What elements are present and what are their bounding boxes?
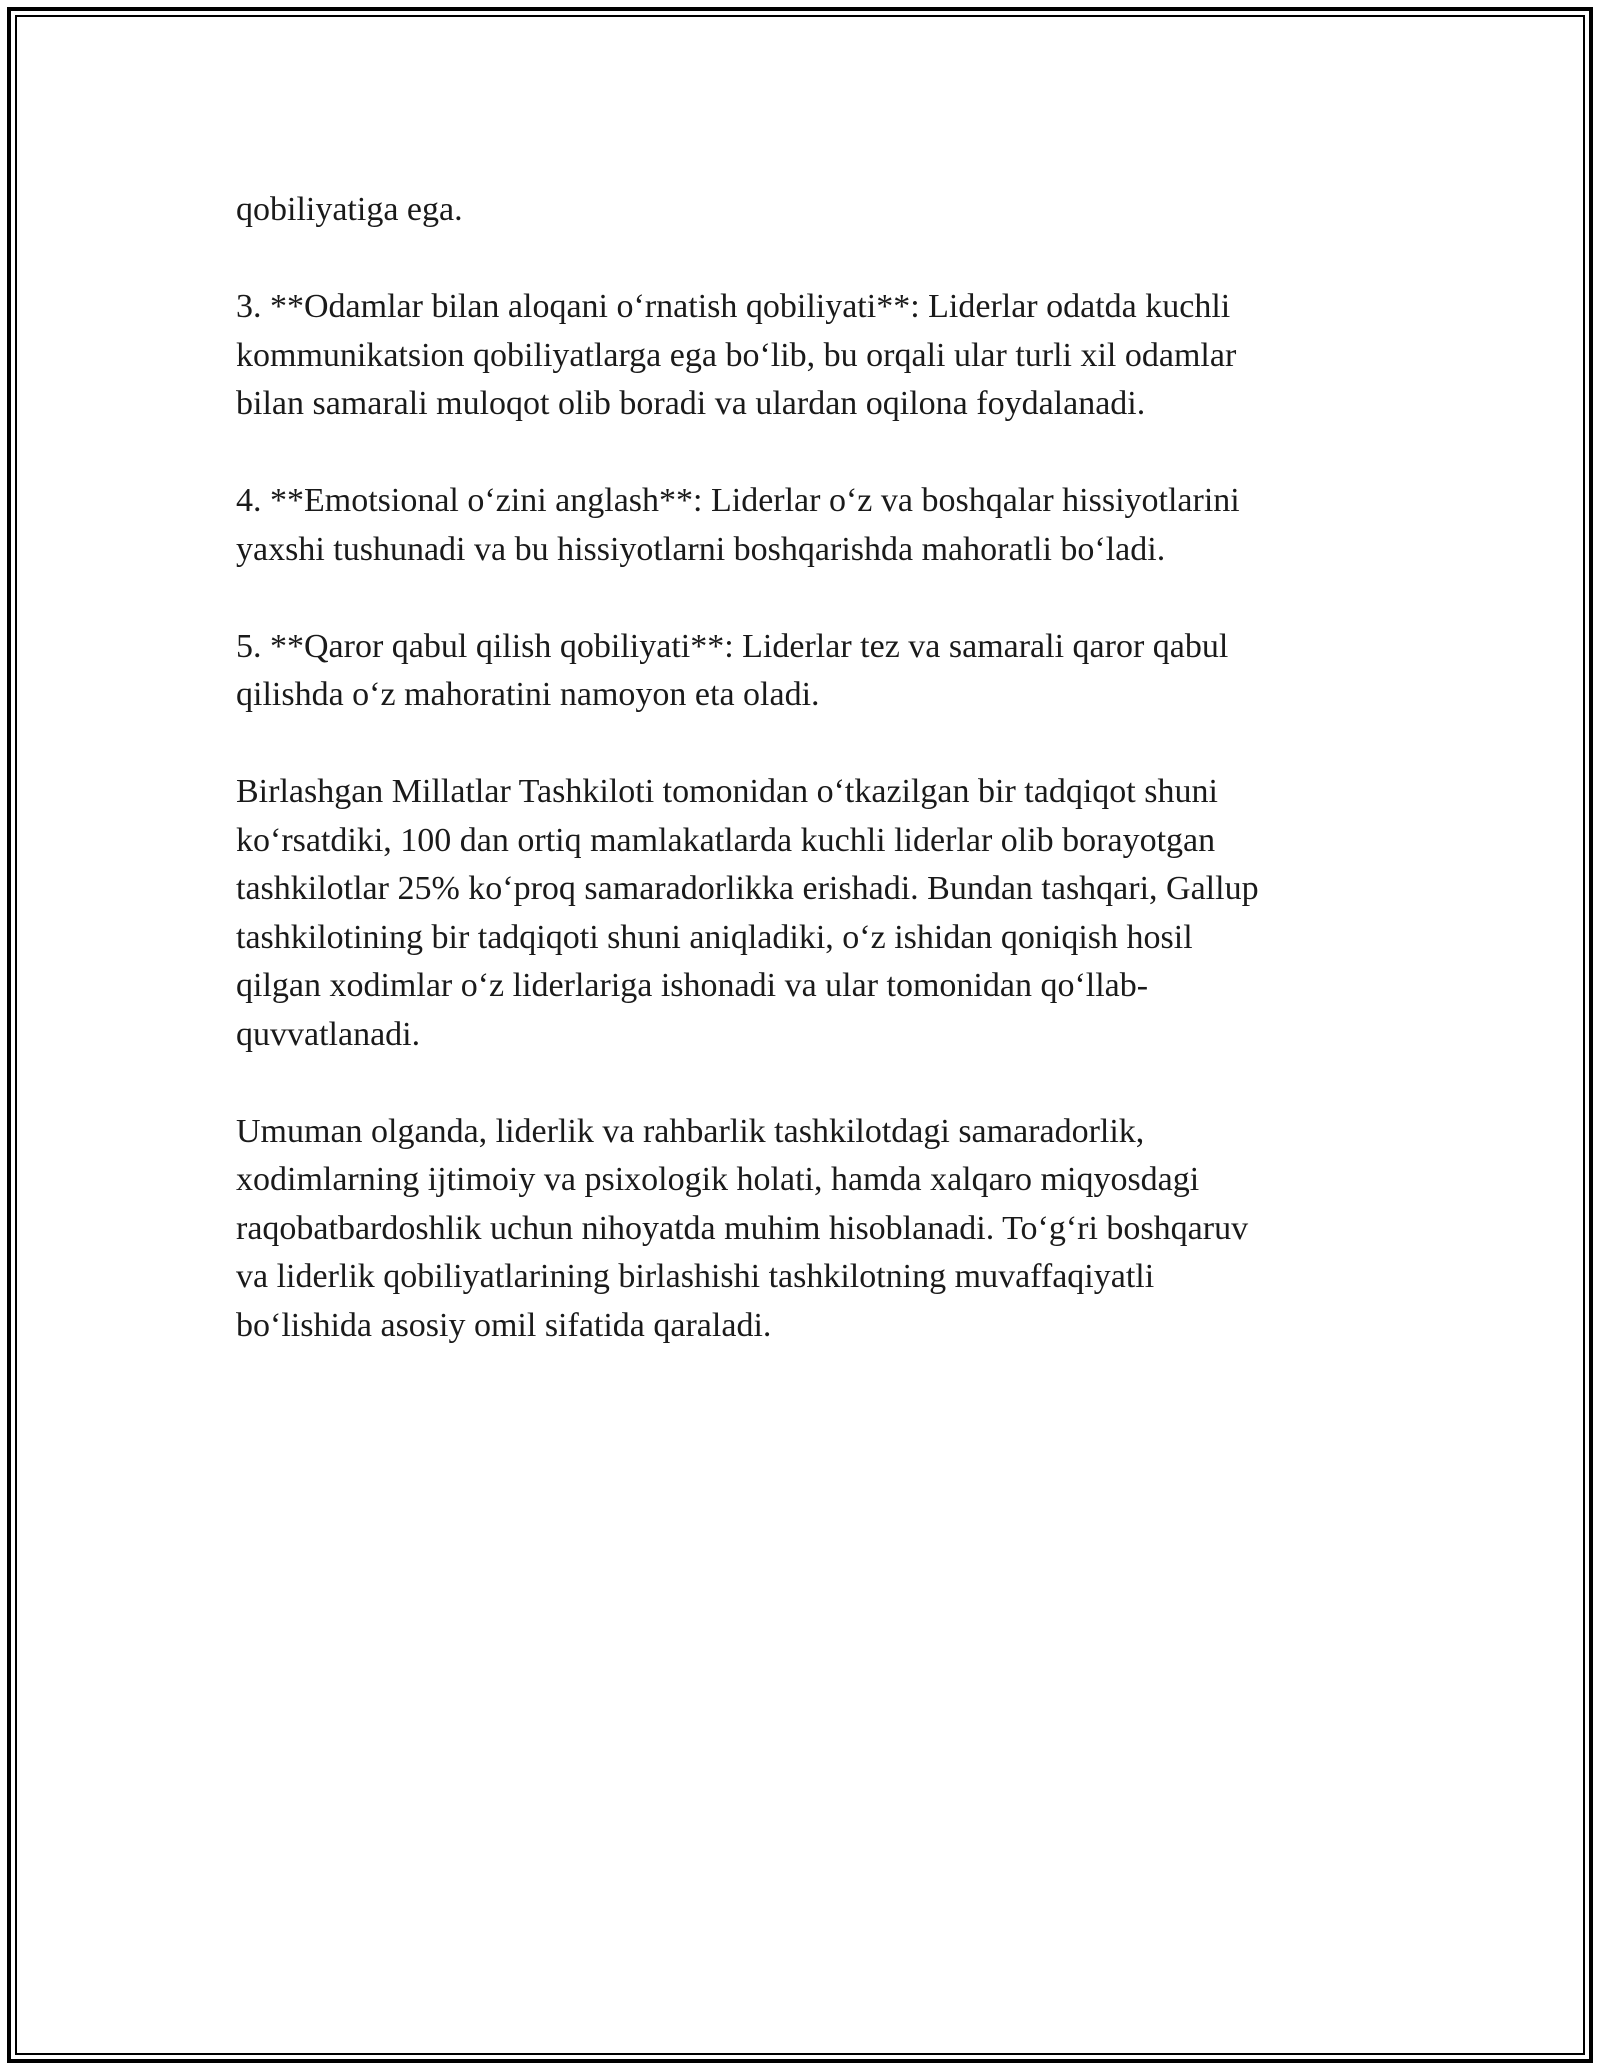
- paragraph-continuation: qobiliyatiga ega.: [236, 191, 463, 228]
- document-body: [236, 186, 1366, 1399]
- paragraph-research: Birlashgan Millatlar Tashkiloti tomonidan o‘tkazilgan bir tadqiqot shuni ko‘rsatdiki, 100 dan ortiq mamlakatlarda kuchli liderlar olib borayotgan tashkilotlar 25% ko‘proq samaradorlikka erishadi. Bundan tashqari, Gallup tashkilotining bir tadqiqoti shuni aniqladiki, o‘z ishidan qoniqish hosil qilgan xodimlar o‘z liderlariga ishonadi va ular tomonidan qo‘llab- quvvatlanadi.: [236, 773, 1259, 1053]
- paragraph-item-5: 5. **Qaror qabul qilish qobiliyati**: Liderlar tez va samarali qaror qabul qilishda o‘z mahoratini namoyon eta oladi.: [236, 627, 1229, 713]
- paragraph-item-3: 3. **Odamlar bilan aloqani o‘rnatish qobiliyati**: Liderlar odatda kuchli kommunikatsion qobiliyatlarga ega bo‘lib, bu orqali ular turli xil odamlar bilan samarali muloqot olib boradi va ulardan oqilona foydalanadi.: [236, 288, 1237, 422]
- paragraph-conclusion: Umuman olganda, liderlik va rahbarlik tashkilotdagi samaradorlik, xodimlarning ijtimoiy va psixologik holati, hamda xalqaro miqyosdagi raqobatbardoshlik uchun nihoyatda muhim hisoblanadi. To‘g‘ri boshqaruv va liderlik qobiliyatlarining birlashishi tashkilotning muvaffaqiyatli bo‘lishida asosiy omil sifatida qaraladi.: [236, 1112, 1249, 1344]
- paragraph-item-4: 4. **Emotsional o‘zini anglash**: Liderlar o‘z va boshqalar hissiyotlarini yaxshi tushunadi va bu hissiyotlarni boshqarishda mahoratli bo‘ladi.: [236, 482, 1240, 568]
